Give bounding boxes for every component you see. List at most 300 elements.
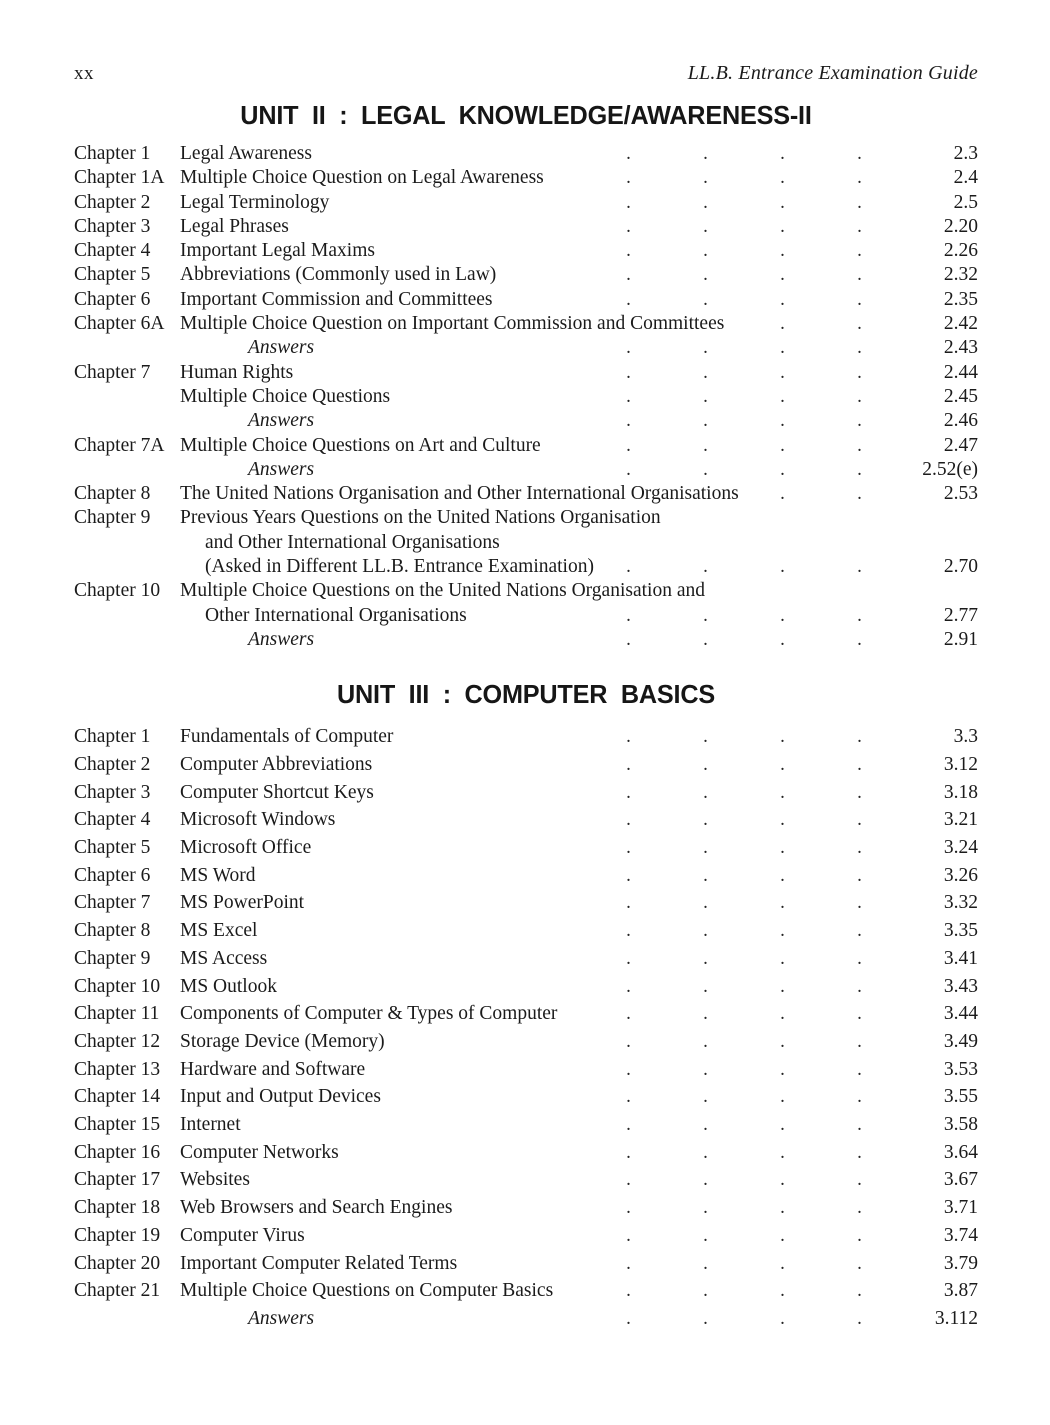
leader-dot: . (857, 337, 862, 359)
leader-dot: . (780, 864, 785, 886)
page-ref: 2.77 (943, 604, 978, 626)
table-of-contents (74, 100, 978, 1333)
leader-dot: . (703, 167, 708, 189)
page-ref: 3.74 (943, 1224, 978, 1246)
leader-dot: . (703, 864, 708, 886)
leader-dot: . (857, 434, 862, 456)
page-ref: 2.53 (943, 483, 978, 505)
toc-row (74, 628, 978, 652)
page-ref: 3.41 (943, 947, 978, 969)
leader-dot: . (626, 809, 631, 831)
chapter-title: Important Commission and Committees (180, 288, 493, 310)
chapter-label: Chapter 6A (74, 313, 165, 335)
toc-row (74, 973, 978, 1001)
leader-dot: . (626, 1252, 631, 1274)
chapter-label: Chapter 10 (74, 975, 161, 997)
leader-dot: . (626, 1224, 631, 1246)
leader-dot: . (703, 264, 708, 286)
page-ref: 3.43 (943, 975, 978, 997)
page-ref: 3.26 (943, 864, 978, 886)
chapter-label: Chapter 16 (74, 1141, 161, 1163)
dot-leader (365, 1056, 898, 1084)
toc-row (74, 336, 978, 360)
leader-dot: . (857, 288, 862, 310)
dot-leader (553, 1277, 898, 1305)
dot-leader (314, 336, 898, 360)
chapter-title: Legal Terminology (180, 191, 330, 213)
chapter-label: Chapter 4 (74, 809, 151, 831)
leader-dot: . (626, 753, 631, 775)
leader-dot: . (780, 1086, 785, 1108)
leader-dot: . (780, 1169, 785, 1191)
chapter-title: Answers (248, 1308, 315, 1329)
toc-row (74, 361, 978, 385)
toc-row (74, 531, 978, 555)
leader-dot: . (703, 920, 708, 942)
dot-leader (452, 1194, 898, 1222)
dot-leader (739, 482, 898, 506)
page-ref: 3.24 (943, 837, 978, 859)
leader-dot: . (703, 143, 708, 164)
leader-dot: . (703, 947, 708, 969)
page-ref: 2.45 (943, 385, 978, 407)
chapter-label: Chapter 19 (74, 1224, 161, 1246)
leader-dot: . (857, 1169, 862, 1191)
leader-dot: . (857, 410, 862, 432)
page-ref: 3.67 (943, 1169, 978, 1191)
toc-row (74, 506, 978, 530)
page-ref: 2.43 (943, 337, 978, 359)
toc-row (74, 1111, 978, 1139)
leader-dot: . (780, 809, 785, 831)
chapter-label: Chapter 7 (74, 361, 151, 383)
leader-dot: . (857, 1280, 862, 1302)
dot-leader (311, 834, 898, 862)
leader-dot: . (780, 458, 785, 480)
chapter-title: Computer Shortcut Keys (180, 781, 374, 803)
leader-dot: . (780, 556, 785, 578)
chapter-title: Answers (248, 410, 315, 432)
leader-dot: . (857, 240, 862, 262)
page-ref: 2.32 (943, 264, 978, 286)
chapter-label: Chapter 3 (74, 215, 151, 237)
chapter-title: Legal Awareness (180, 143, 312, 164)
chapter-title: Multiple Choice Questions on Computer Basics (180, 1280, 554, 1302)
toc-row (74, 434, 978, 458)
chapter-title: Components of Computer & Types of Computer (180, 1003, 558, 1025)
page-ref: 3.49 (943, 1030, 978, 1052)
leader-dot: . (780, 1197, 785, 1219)
chapter-title: MS Outlook (180, 975, 277, 997)
dot-leader (293, 361, 898, 385)
leader-dot: . (780, 1030, 785, 1052)
leader-dot: . (703, 1086, 708, 1108)
page-number: xx (74, 63, 94, 84)
dot-leader (304, 889, 898, 917)
chapter-title: Important Legal Maxims (180, 240, 375, 262)
leader-dot: . (780, 167, 785, 189)
chapter-title: Microsoft Office (180, 837, 312, 859)
leader-dot: . (857, 726, 862, 748)
leader-dot: . (703, 1003, 708, 1025)
leader-dot: . (857, 1197, 862, 1219)
running-title: LL.B. Entrance Examination Guide (687, 62, 978, 84)
toc-row (74, 409, 978, 433)
dot-leader (289, 215, 898, 239)
leader-dot: . (626, 361, 631, 383)
chapter-label: Chapter 14 (74, 1086, 161, 1108)
chapter-title: Previous Years Questions on the United Nations Organisation (180, 507, 661, 529)
leader-dot: . (857, 604, 862, 626)
leader-dot: . (857, 361, 862, 383)
dot-leader (544, 166, 898, 190)
chapter-title: Multiple Choice Question on Legal Awareness (180, 167, 544, 189)
unit-heading: UNIT III : COMPUTER BASICS (336, 679, 715, 710)
leader-dot: . (626, 410, 631, 432)
dot-leader (250, 1166, 898, 1194)
leader-dot: . (857, 1141, 862, 1163)
page-ref: 3.87 (943, 1280, 978, 1302)
page-ref: 2.4 (953, 167, 978, 189)
leader-dot: . (857, 809, 862, 831)
page-ref: 3.44 (943, 1003, 978, 1025)
leader-dot: . (703, 781, 708, 803)
leader-dot: . (780, 892, 785, 914)
leader-dot: . (626, 1030, 631, 1052)
toc-row (74, 191, 978, 215)
page-ref: 2.47 (943, 434, 978, 456)
dot-leader (372, 751, 898, 779)
chapter-title: Internet (180, 1114, 241, 1136)
toc-row (74, 555, 978, 579)
toc-row (74, 1083, 978, 1111)
leader-dot: . (857, 1058, 862, 1080)
dot-leader (305, 1222, 898, 1250)
leader-dot: . (857, 458, 862, 480)
leader-dot: . (626, 1058, 631, 1080)
chapter-title: Multiple Choice Questions on Art and Culture (180, 434, 541, 456)
toc-row (74, 263, 978, 287)
leader-dot: . (780, 1114, 785, 1136)
toc-row (74, 834, 978, 862)
chapter-title: Answers (248, 458, 315, 480)
chapter-title: and Other International Organisations (205, 531, 500, 553)
leader-dot: . (703, 410, 708, 432)
page-ref: 3.55 (943, 1086, 978, 1108)
toc-row (74, 1056, 978, 1084)
leader-dot: . (703, 215, 708, 237)
toc-row (74, 751, 978, 779)
page-ref: 3.64 (943, 1141, 978, 1163)
chapter-label: Chapter 21 (74, 1280, 161, 1302)
leader-dot: . (626, 1197, 631, 1219)
dot-leader (594, 555, 898, 579)
toc-row (74, 1222, 978, 1250)
leader-dot: . (857, 781, 862, 803)
chapter-title: Multiple Choice Questions on the United Nations Organisation and (180, 580, 705, 602)
leader-dot: . (626, 385, 631, 407)
leader-dot: . (626, 604, 631, 626)
toc-rows (74, 723, 978, 1332)
leader-dot: . (626, 337, 631, 359)
leader-dot: . (626, 1003, 631, 1025)
toc-row (74, 385, 978, 409)
leader-dot: . (626, 1280, 631, 1302)
chapter-label: Chapter 5 (74, 837, 151, 859)
leader-dot: . (703, 1141, 708, 1163)
chapter-title: Multiple Choice Questions (180, 385, 391, 407)
chapter-title: Websites (180, 1169, 250, 1191)
dot-leader (393, 723, 898, 751)
leader-dot: . (626, 458, 631, 480)
chapter-label: Chapter 2 (74, 191, 151, 213)
leader-dot: . (857, 143, 862, 164)
dot-leader (339, 1139, 898, 1167)
page-ref: 2.20 (943, 215, 978, 237)
chapter-title: Answers (248, 628, 315, 650)
leader-dot: . (857, 556, 862, 578)
leader-dot: . (780, 288, 785, 310)
leader-dot: . (857, 628, 862, 650)
chapter-label: Chapter 1 (74, 143, 151, 164)
toc-row (74, 1139, 978, 1167)
leader-dot: . (703, 556, 708, 578)
chapter-title: Abbreviations (Commonly used in Law) (180, 264, 497, 286)
leader-dot: . (780, 361, 785, 383)
chapter-title: Computer Networks (180, 1141, 339, 1163)
chapter-title: Storage Device (Memory) (180, 1030, 385, 1052)
leader-dot: . (703, 892, 708, 914)
leader-dot: . (780, 1141, 785, 1163)
leader-dot: . (857, 264, 862, 286)
leader-dot: . (857, 753, 862, 775)
chapter-title: Human Rights (180, 361, 294, 383)
chapter-title: Computer Abbreviations (180, 753, 373, 775)
toc-row (74, 1250, 978, 1278)
page-ref: 3.112 (934, 1308, 978, 1329)
dot-leader (661, 506, 898, 530)
leader-dot: . (703, 1252, 708, 1274)
toc-row (74, 1194, 978, 1222)
dot-leader (257, 917, 898, 945)
leader-dot: . (857, 215, 862, 237)
chapter-label: Chapter 4 (74, 240, 151, 262)
dot-leader (493, 288, 898, 312)
leader-dot: . (780, 726, 785, 748)
dot-leader (385, 1028, 898, 1056)
page-ref: 3.35 (943, 920, 978, 942)
leader-dot: . (780, 143, 785, 164)
leader-dot: . (703, 628, 708, 650)
leader-dot: . (703, 1224, 708, 1246)
leader-dot: . (626, 288, 631, 310)
page-ref: 3.18 (943, 781, 978, 803)
toc-row (74, 1166, 978, 1194)
leader-dot: . (780, 781, 785, 803)
toc-rows (74, 142, 978, 652)
leader-dot: . (780, 337, 785, 359)
leader-dot: . (857, 947, 862, 969)
toc-row (74, 312, 978, 336)
leader-dot: . (626, 1086, 631, 1108)
leader-dot: . (780, 1280, 785, 1302)
dot-leader (557, 1000, 898, 1028)
leader-dot: . (857, 385, 862, 407)
leader-dot: . (780, 975, 785, 997)
leader-dot: . (857, 920, 862, 942)
leader-dot: . (780, 434, 785, 456)
leader-dot: . (626, 781, 631, 803)
leader-dot: . (703, 385, 708, 407)
chapter-label: Chapter 8 (74, 483, 151, 505)
page-ref: 2.42 (943, 313, 978, 335)
dot-leader (500, 531, 898, 555)
chapter-label: Chapter 20 (74, 1252, 161, 1274)
chapter-label: Chapter 15 (74, 1114, 161, 1136)
chapter-label: Chapter 9 (74, 507, 151, 529)
chapter-title: Web Browsers and Search Engines (180, 1197, 453, 1219)
leader-dot: . (626, 892, 631, 914)
leader-dot: . (626, 434, 631, 456)
leader-dot: . (857, 1252, 862, 1274)
page-ref: 2.44 (943, 361, 978, 383)
dot-leader (256, 862, 898, 890)
leader-dot: . (703, 809, 708, 831)
leader-dot: . (626, 191, 631, 213)
dot-leader (541, 434, 898, 458)
page-ref: 3.53 (943, 1058, 978, 1080)
unit-heading: UNIT II : LEGAL KNOWLEDGE/AWARENESS-II (240, 100, 812, 130)
dot-leader (467, 604, 898, 628)
leader-dot: . (857, 1086, 862, 1108)
chapter-title: Other International Organisations (205, 604, 467, 626)
toc-row (74, 215, 978, 239)
leader-dot: . (626, 947, 631, 969)
toc-row (74, 917, 978, 945)
leader-dot: . (780, 920, 785, 942)
leader-dot: . (703, 288, 708, 310)
leader-dot: . (857, 864, 862, 886)
leader-dot: . (703, 337, 708, 359)
page-ref: 3.79 (943, 1252, 978, 1274)
leader-dot: . (780, 1252, 785, 1274)
leader-dot: . (626, 143, 631, 164)
dot-leader (329, 191, 898, 215)
leader-dot: . (703, 1169, 708, 1191)
leader-dot: . (703, 604, 708, 626)
leader-dot: . (857, 313, 862, 335)
chapter-title: (Asked in Different LL.B. Entrance Examination) (205, 556, 594, 578)
dot-leader (314, 628, 898, 652)
leader-dot: . (703, 837, 708, 859)
chapter-label: Chapter 3 (74, 781, 151, 803)
toc-row (74, 862, 978, 890)
dot-leader (390, 385, 898, 409)
leader-dot: . (857, 1114, 862, 1136)
leader-dot: . (857, 1003, 862, 1025)
toc-row (74, 458, 978, 482)
leader-dot: . (703, 361, 708, 383)
leader-dot: . (703, 1058, 708, 1080)
toc-row (74, 723, 978, 751)
chapter-label: Chapter 2 (74, 753, 151, 775)
toc-row (74, 482, 978, 506)
toc-row (74, 779, 978, 807)
leader-dot: . (703, 975, 708, 997)
dot-leader (335, 806, 898, 834)
chapter-label: Chapter 18 (74, 1197, 161, 1219)
chapter-label: Chapter 7A (74, 434, 165, 456)
leader-dot: . (626, 1141, 631, 1163)
chapter-title: The United Nations Organisation and Other International Organisations (180, 483, 739, 505)
page-ref: 2.3 (953, 143, 978, 164)
chapter-title: Important Computer Related Terms (180, 1252, 458, 1274)
leader-dot: . (780, 410, 785, 432)
leader-dot: . (626, 167, 631, 189)
dot-leader (381, 1083, 898, 1111)
leader-dot: . (857, 191, 862, 213)
toc-row (74, 288, 978, 312)
dot-leader (314, 458, 898, 482)
leader-dot: . (780, 191, 785, 213)
page-ref: 2.70 (943, 556, 978, 578)
toc-row (74, 142, 978, 166)
chapter-label: Chapter 7 (74, 892, 151, 914)
toc-row (74, 1028, 978, 1056)
page-ref: 3.3 (953, 726, 978, 748)
leader-dot: . (626, 726, 631, 748)
leader-dot: . (780, 628, 785, 650)
leader-dot: . (780, 947, 785, 969)
leader-dot: . (780, 1003, 785, 1025)
leader-dot: . (857, 892, 862, 914)
leader-dot: . (857, 167, 862, 189)
chapter-title: Input and Output Devices (180, 1086, 381, 1108)
chapter-title: Answers (248, 337, 315, 359)
leader-dot: . (780, 264, 785, 286)
leader-dot: . (780, 313, 785, 335)
chapter-title: Fundamentals of Computer (180, 726, 394, 748)
chapter-label: Chapter 1A (74, 167, 165, 189)
page-ref: 3.71 (943, 1197, 978, 1219)
page-ref: 2.91 (943, 628, 978, 650)
chapter-label: Chapter 12 (74, 1030, 161, 1052)
leader-dot: . (703, 1197, 708, 1219)
toc-row (74, 1277, 978, 1305)
leader-dot: . (780, 1224, 785, 1246)
page-ref: 2.46 (943, 410, 978, 432)
leader-dot: . (703, 726, 708, 748)
chapter-title: MS Access (180, 947, 268, 969)
toc-row (74, 239, 978, 263)
leader-dot: . (703, 434, 708, 456)
chapter-title: MS Excel (180, 920, 258, 942)
chapter-title: MS PowerPoint (180, 892, 305, 914)
leader-dot: . (780, 385, 785, 407)
chapter-title: Microsoft Windows (180, 809, 336, 831)
toc-row (74, 806, 978, 834)
toc-row (74, 166, 978, 190)
leader-dot: . (626, 215, 631, 237)
chapter-title: Computer Virus (180, 1224, 305, 1246)
chapter-title: Multiple Choice Question on Important Commission and Committees (180, 313, 725, 335)
dot-leader (457, 1250, 898, 1278)
leader-dot: . (703, 753, 708, 775)
leader-dot: . (703, 191, 708, 213)
toc-row (74, 1305, 978, 1333)
leader-dot: . (780, 1058, 785, 1080)
chapter-label: Chapter 6 (74, 864, 151, 886)
